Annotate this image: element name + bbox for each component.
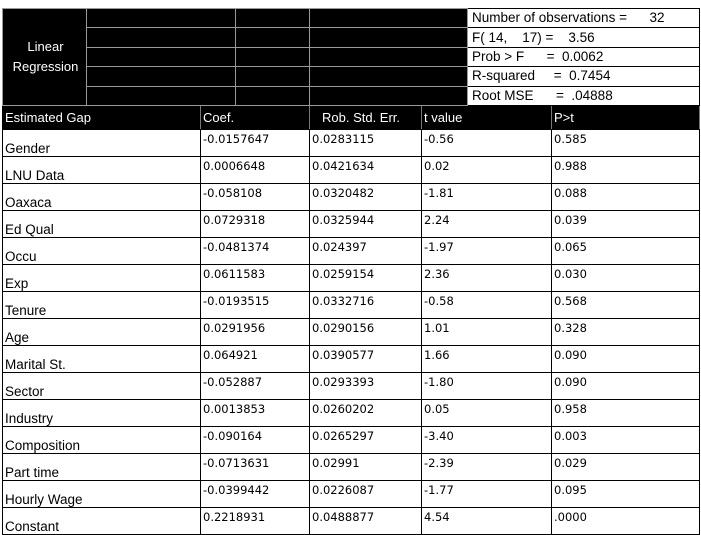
model-statistics-block [2,8,700,106]
t-value-cell: 0.02 [422,156,552,183]
table-row [3,453,700,480]
std-err-cell: 0.0290156 [310,318,422,345]
coefficient-table [2,106,700,535]
blank-cell [236,86,310,105]
column-header-coef: Coef. [201,106,310,129]
blank-cell [87,28,236,47]
t-value-cell: 2.36 [422,264,552,291]
blank-cell [87,47,236,66]
std-err-cell: 0.0283115 [310,129,422,156]
variable-name-cell: Tenure [3,291,201,318]
coef-cell: 0.0006648 [201,156,310,183]
t-value-cell: 4.54 [422,507,552,534]
variable-name-cell: Industry [3,399,201,426]
blank-cell [87,86,236,105]
coef-cell: -0.058108 [201,183,310,210]
stat-prob-f: Prob > F = 0.0062 [468,47,700,66]
variable-name-cell: Gender [3,129,201,156]
table-row [3,183,700,210]
t-value-cell: -3.40 [422,426,552,453]
table-row [3,291,700,318]
t-value-cell: -1.97 [422,237,552,264]
variable-name-cell: Hourly Wage [3,480,201,507]
column-header-std-err: Rob. Std. Err. [310,106,422,129]
p-value-cell: .0000 [552,507,700,534]
std-err-cell: 0.0421634 [310,156,422,183]
column-header-variable: Estimated Gap [3,106,201,129]
variable-name-cell: Occu [3,237,201,264]
blank-cell [87,9,236,28]
blank-cell [236,9,310,28]
t-value-cell: 2.24 [422,210,552,237]
t-value-cell: -1.81 [422,183,552,210]
t-value-cell: -0.58 [422,291,552,318]
table-row [3,345,700,372]
t-value-cell: -0.56 [422,129,552,156]
column-header-t-value: t value [422,106,552,129]
std-err-cell: 0.0293393 [310,372,422,399]
column-header-p-value: P>t [552,106,700,129]
coef-cell: 0.0013853 [201,399,310,426]
p-value-cell: 0.328 [552,318,700,345]
table-row [3,426,700,453]
blank-cell [310,28,468,47]
table-row [3,318,700,345]
stat-r-squared: R-squared = 0.7454 [468,67,700,86]
blank-cell [236,47,310,66]
variable-name-cell: Constant [3,507,201,534]
stat-observations: Number of observations = 32 [468,9,700,28]
p-value-cell: 0.029 [552,453,700,480]
regression-results [2,8,699,535]
p-value-cell: 0.065 [552,237,700,264]
p-value-cell: 0.568 [552,291,700,318]
table-row [3,129,700,156]
coef-cell: 0.2218931 [201,507,310,534]
variable-name-cell: Composition [3,426,201,453]
std-err-cell: 0.0488877 [310,507,422,534]
variable-name-cell: Marital St. [3,345,201,372]
p-value-cell: 0.090 [552,345,700,372]
coef-cell: -0.090164 [201,426,310,453]
blank-cell [87,67,236,86]
variable-name-cell: LNU Data [3,156,201,183]
coef-cell: -0.0713631 [201,453,310,480]
coef-cell: 0.0729318 [201,210,310,237]
t-value-cell: 1.66 [422,345,552,372]
std-err-cell: 0.0320482 [310,183,422,210]
coef-cell: -0.0399442 [201,480,310,507]
table-row [3,507,700,534]
coef-cell: 0.0291956 [201,318,310,345]
variable-name-cell: Exp [3,264,201,291]
model-label-line-2: Regression [12,58,79,74]
coef-cell: -0.052887 [201,372,310,399]
variable-name-cell: Sector [3,372,201,399]
p-value-cell: 0.003 [552,426,700,453]
std-err-cell: 0.0265297 [310,426,422,453]
blank-cell [310,9,468,28]
p-value-cell: 0.030 [552,264,700,291]
t-value-cell: 1.01 [422,318,552,345]
coef-cell: -0.0481374 [201,237,310,264]
table-row [3,210,700,237]
p-value-cell: 0.095 [552,480,700,507]
t-value-cell: 0.05 [422,399,552,426]
variable-name-cell: Part time [3,453,201,480]
model-label-line-1: Linear [27,38,64,54]
table-row [3,399,700,426]
table-row [3,264,700,291]
variable-name-cell: Oaxaca [3,183,201,210]
coef-cell: -0.0157647 [201,129,310,156]
std-err-cell: 0.0325944 [310,210,422,237]
std-err-cell: 0.0390577 [310,345,422,372]
blank-cell [310,86,468,105]
coef-cell: -0.0193515 [201,291,310,318]
table-row [3,237,700,264]
t-value-cell: -1.80 [422,372,552,399]
variable-name-cell: Age [3,318,201,345]
std-err-cell: 0.024397 [310,237,422,264]
blank-cell [310,47,468,66]
blank-cell [310,67,468,86]
p-value-cell: 0.988 [552,156,700,183]
std-err-cell: 0.0260202 [310,399,422,426]
p-value-cell: 0.585 [552,129,700,156]
std-err-cell: 0.0332716 [310,291,422,318]
t-value-cell: -1.77 [422,480,552,507]
p-value-cell: 0.090 [552,372,700,399]
table-row [3,480,700,507]
stat-f-test: F( 14, 17) = 3.56 [468,28,700,47]
std-err-cell: 0.0226087 [310,480,422,507]
t-value-cell: -2.39 [422,453,552,480]
std-err-cell: 0.0259154 [310,264,422,291]
p-value-cell: 0.039 [552,210,700,237]
table-row [3,372,700,399]
coef-cell: 0.064921 [201,345,310,372]
variable-name-cell: Ed Qual [3,210,201,237]
coef-cell: 0.0611583 [201,264,310,291]
blank-cell [236,28,310,47]
table-row [3,156,700,183]
stat-root-mse: Root MSE = .04888 [468,86,700,105]
blank-cell [236,67,310,86]
table-header-row [3,106,700,129]
model-label [3,9,87,106]
p-value-cell: 0.088 [552,183,700,210]
std-err-cell: 0.02991 [310,453,422,480]
p-value-cell: 0.958 [552,399,700,426]
